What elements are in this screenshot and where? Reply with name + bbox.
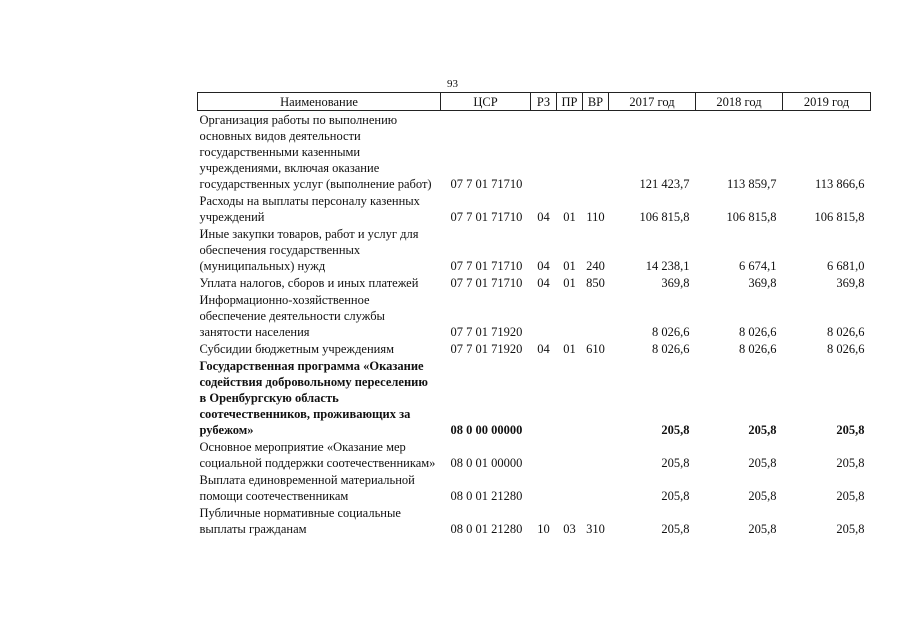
row-csr: 07 7 01 71920 <box>450 325 523 339</box>
row-2017: 205,8 <box>661 489 690 503</box>
table-row <box>198 225 871 274</box>
row-2018: 8 026,6 <box>739 325 777 339</box>
table-row <box>198 111 871 193</box>
row-2018: 205,8 <box>748 522 777 536</box>
row-2018: 205,8 <box>748 423 777 437</box>
row-vr: 240 <box>586 259 605 273</box>
row-2017: 205,8 <box>661 522 690 536</box>
row-2017: 369,8 <box>661 276 690 290</box>
table-row <box>198 340 871 357</box>
row-vr: 850 <box>586 276 605 290</box>
row-2018: 8 026,6 <box>739 342 777 356</box>
row-csr: 07 7 01 71920 <box>450 342 523 356</box>
row-rz: 04 <box>537 259 550 273</box>
row-csr: 07 7 01 71710 <box>450 259 523 273</box>
table-row <box>198 438 871 471</box>
row-csr: 08 0 01 21280 <box>450 522 523 536</box>
row-pr <box>557 111 583 193</box>
row-2018: 6 674,1 <box>739 259 777 273</box>
row-2019: 106 815,8 <box>814 210 865 224</box>
row-csr: 07 7 01 71710 <box>450 177 523 191</box>
row-pr <box>557 471 583 504</box>
row-2019: 369,8 <box>836 276 865 290</box>
table-row <box>198 504 871 537</box>
row-2017: 121 423,7 <box>639 177 690 191</box>
row-pr <box>557 357 583 438</box>
row-rz: 04 <box>537 276 550 290</box>
row-2018: 369,8 <box>748 276 777 290</box>
header-2018: 2018 год <box>696 93 783 111</box>
row-vr: 110 <box>586 210 605 224</box>
row-name: Выплата единовременной материальной помощи соотечественникам <box>199 473 415 503</box>
row-pr <box>557 438 583 471</box>
table-row <box>198 274 871 291</box>
row-name: Информационно-хозяйственное обеспечение деятельности службы занятости населения <box>199 293 385 339</box>
table-row <box>198 192 871 225</box>
row-2017: 205,8 <box>661 456 690 470</box>
row-vr <box>583 438 609 471</box>
row-2017: 8 026,6 <box>652 325 690 339</box>
header-csr: ЦСР <box>441 93 531 111</box>
row-2019: 8 026,6 <box>827 342 865 356</box>
row-2018: 205,8 <box>748 489 777 503</box>
row-name: Иные закупки товаров, работ и услуг для обеспечения государственных (муниципальных) нужд <box>199 227 419 273</box>
row-2018: 113 859,7 <box>726 177 777 191</box>
header-2019: 2019 год <box>783 93 871 111</box>
row-vr <box>583 471 609 504</box>
row-2019: 205,8 <box>836 489 865 503</box>
row-csr: 07 7 01 71710 <box>450 210 523 224</box>
row-csr: 08 0 01 21280 <box>450 489 523 503</box>
row-2019: 205,8 <box>836 456 865 470</box>
row-2017: 205,8 <box>661 423 690 437</box>
page-number: 93 <box>447 78 458 90</box>
row-pr: 03 <box>563 522 576 536</box>
row-pr <box>557 291 583 340</box>
row-rz <box>531 111 557 193</box>
row-pr: 01 <box>563 210 576 224</box>
row-pr: 01 <box>563 276 576 290</box>
row-2019: 8 026,6 <box>827 325 865 339</box>
header-rz: РЗ <box>531 93 557 111</box>
row-rz: 10 <box>537 522 550 536</box>
row-2018: 205,8 <box>748 456 777 470</box>
row-name: Уплата налогов, сборов и иных платежей <box>199 276 419 290</box>
row-rz <box>531 291 557 340</box>
table-row <box>198 291 871 340</box>
row-csr: 08 0 01 00000 <box>450 456 523 470</box>
row-2019: 205,8 <box>836 423 865 437</box>
row-2019: 205,8 <box>836 522 865 536</box>
row-name: Организация работы по выполнению основных видов деятельности государственными казенными учреждениями, включая оказание государственных услуг (выполнение работ) <box>199 113 432 191</box>
table-row <box>198 471 871 504</box>
row-pr: 01 <box>563 342 576 356</box>
row-csr: 08 0 00 00000 <box>450 423 523 437</box>
row-rz: 04 <box>537 210 550 224</box>
row-name: Расходы на выплаты персоналу казенных учреждений <box>199 194 420 224</box>
header-pr: ПР <box>557 93 583 111</box>
row-pr: 01 <box>563 259 576 273</box>
row-2018: 106 815,8 <box>726 210 777 224</box>
row-vr: 610 <box>586 342 605 356</box>
row-2017: 106 815,8 <box>639 210 690 224</box>
row-vr <box>583 357 609 438</box>
row-name: Субсидии бюджетным учреждениям <box>199 342 395 356</box>
row-2017: 14 238,1 <box>645 259 690 273</box>
row-rz <box>531 438 557 471</box>
row-2019: 6 681,0 <box>827 259 865 273</box>
row-vr <box>583 291 609 340</box>
header-vr: ВР <box>583 93 609 111</box>
row-rz: 04 <box>537 342 550 356</box>
row-csr: 07 7 01 71710 <box>450 276 523 290</box>
row-rz <box>531 357 557 438</box>
row-vr: 310 <box>586 522 605 536</box>
row-2019: 113 866,6 <box>814 177 865 191</box>
header-2017: 2017 год <box>609 93 696 111</box>
row-name: Государственная программа «Оказание содействия добровольному переселению в Оренбургскую область соотечественников, проживающих за рубежом» <box>199 359 428 437</box>
row-name: Основное мероприятие «Оказание мер социальной поддержки соотечественникам» <box>199 440 436 470</box>
header-name: Наименование <box>198 93 441 111</box>
table-row-program <box>198 357 871 438</box>
row-2017: 8 026,6 <box>652 342 690 356</box>
row-vr <box>583 111 609 193</box>
row-rz <box>531 471 557 504</box>
table-header-row <box>198 93 871 111</box>
budget-table <box>197 92 871 537</box>
row-name: Публичные нормативные социальные выплаты гражданам <box>199 506 401 536</box>
